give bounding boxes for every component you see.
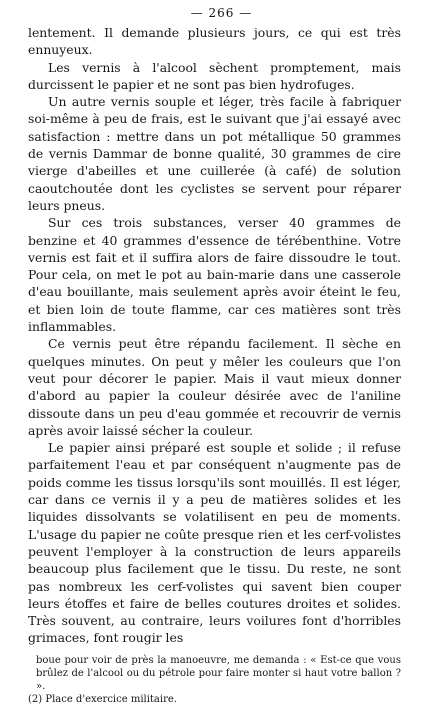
paragraph: Les vernis à l'alcool sèchent promptement, mais durcissent le papier et ne sont pas bien hydrofuges. xyxy=(28,59,401,92)
paragraph: Ce vernis peut être répandu facilement. Il sèche en quelques minutes. On peut y mêler les couleurs que l'on veut pour décorer le papier. Mais il vaut mieux donner d'abord au papier la couleur désirée avec de l'aniline dissoute dans un peu d'eau gommée et recouvrir de vernis après avoir laissé sécher la couleur. xyxy=(28,336,401,438)
paragraph: Sur ces trois substances, verser 40 grammes de benzine et 40 grammes d'essence de térébenthine. Votre vernis est fait et il suffira alors de faire dissoudre le tout. Pour cela, on met le pot au bain-marie dans une casserole d'eau bouillante, mais seulement après avoir éteint le feu, et bien loin de toute flamme, car ces matières sont très inflammables. xyxy=(28,215,401,335)
page-number: — 266 — xyxy=(190,6,253,20)
paragraph: Le papier ainsi préparé est souple et solide ; il refuse parfaitement l'eau et par conséquent n'augmente pas de poids comme les tissus lorsqu'ils sont mouillés. Il est léger, car dans ce vernis il y a peu de matières solides et les liquides dissolvants se volatilisent en peu de moments. L'usage du papier ne coûte presque rien et les cerf-volistes peuvent l'employer à la construction de leurs appareils beaucoup plus facilement que le tissu. Du reste, ne sont pas nombreux les cerf-volistes qui savent bien couper leurs étoffes et faire de belles coutures droites et solides. Très souvent, au contraire, leurs voilures font d'horribles grimaces, font rougir les xyxy=(28,440,401,646)
footnote: (2) Place d'exercice militaire. xyxy=(28,693,177,705)
footnote-continuation: boue pour voir de près la manoeuvre, me demanda : « Est-ce que vous brûlez de l'alcool ou du pétrole pour faire monter si haut votre ballon ? ». xyxy=(36,654,401,692)
paragraph: lentement. Il demande plusieurs jours, ce qui est très ennuyeux. xyxy=(28,25,401,58)
paragraph: Un autre vernis souple et léger, très facile à fabriquer soi-même à peu de frais, est le suivant que j'ai essayé avec satisfaction : mettre dans un pot métallique 50 grammes de vernis Dammar de bonne qualité, 30 grammes de cire vierge d'abeilles et une cuillerée (à café) de solution caoutchoutée dont les cyclistes se servent pour réparer leurs pneus. xyxy=(28,94,401,213)
footnotes xyxy=(28,654,401,706)
body-text xyxy=(28,24,401,647)
